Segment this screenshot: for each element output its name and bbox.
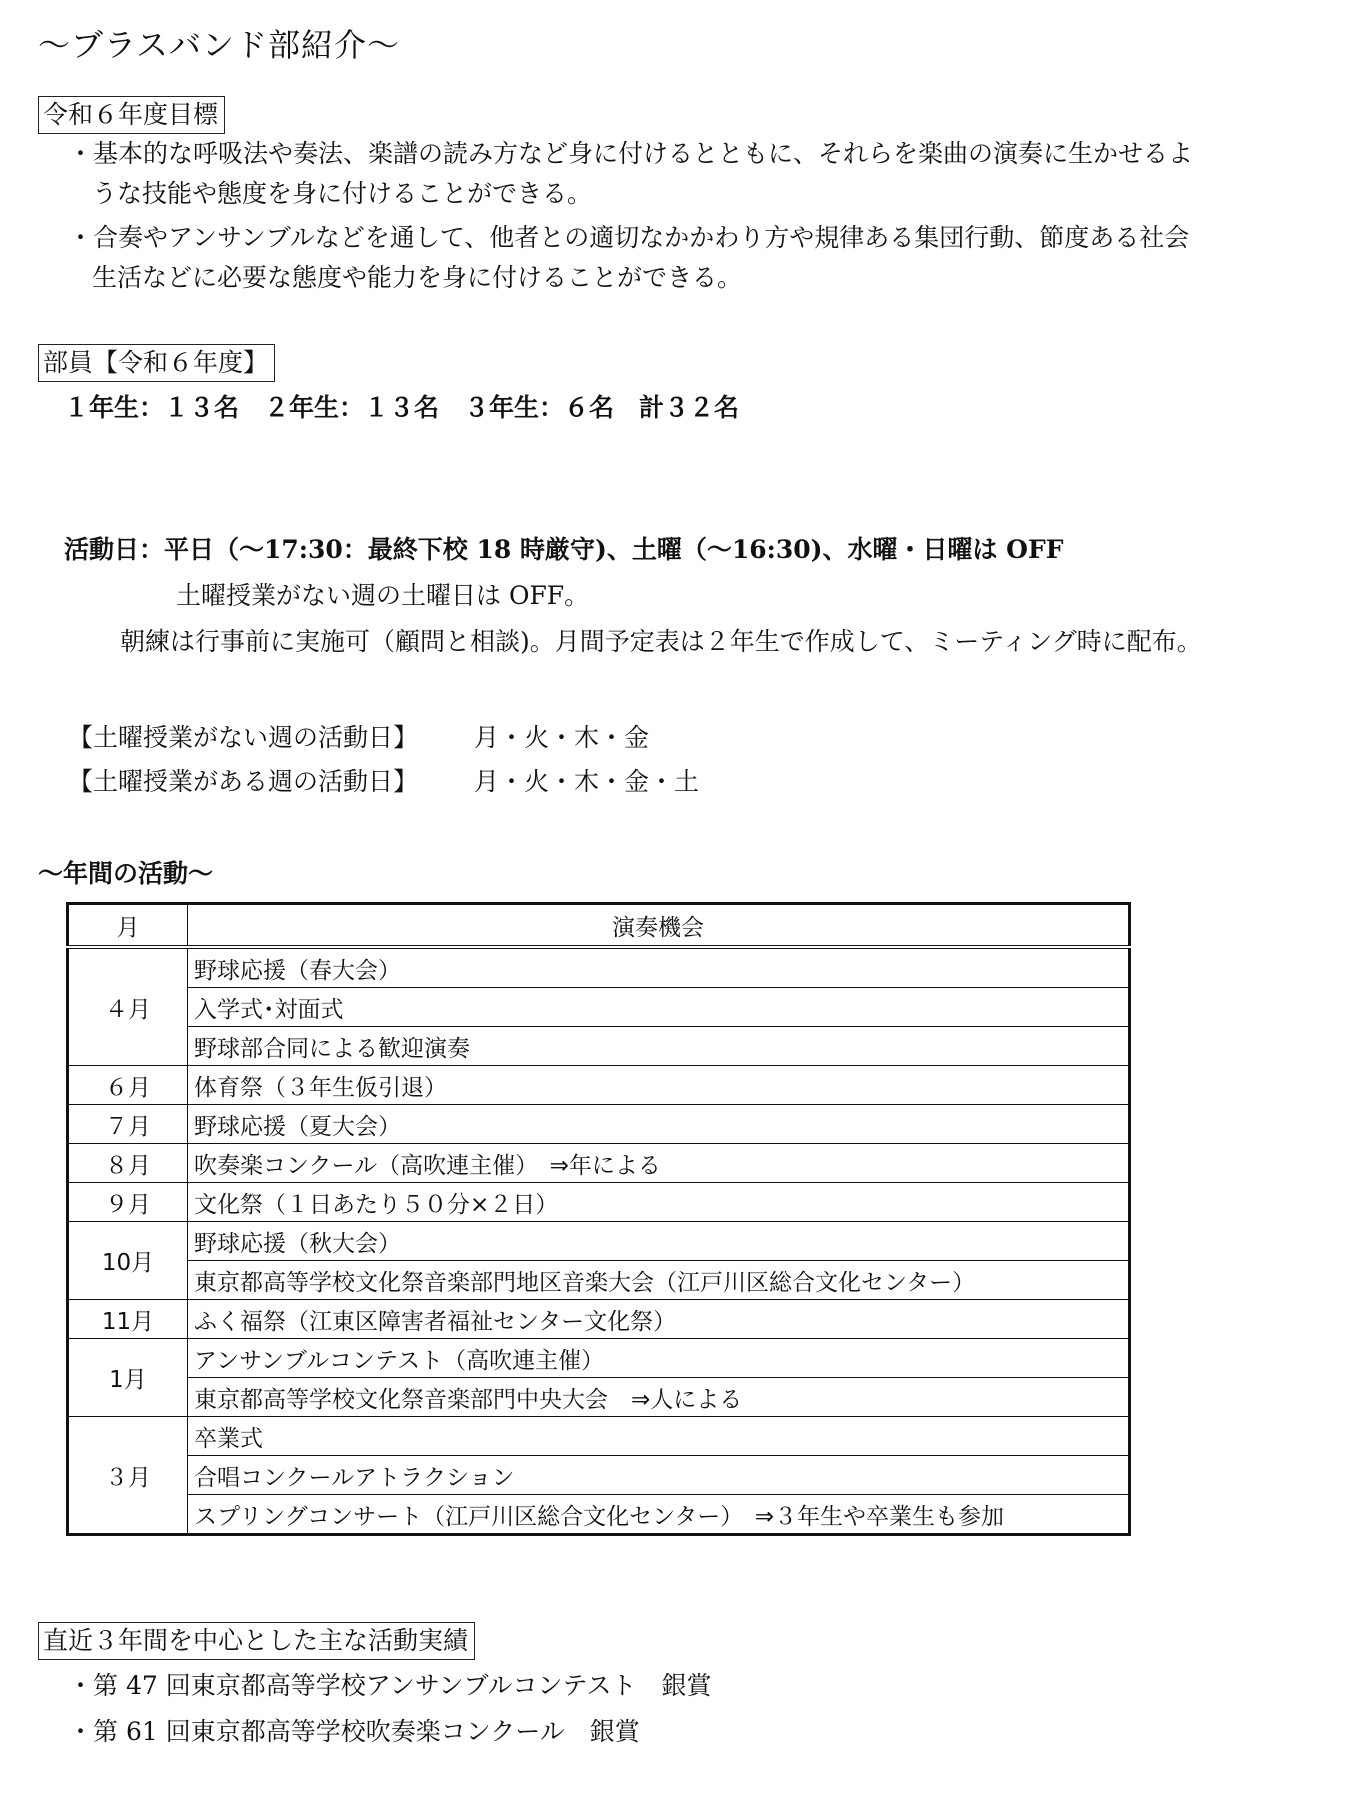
table-row: [68, 1066, 1130, 1105]
table-row: [68, 1339, 1130, 1378]
event-cell: 野球部合同による歓迎演奏: [188, 1027, 1130, 1066]
event-cell: 文化祭（１日あたり５０分×２日）: [188, 1183, 1130, 1222]
table-row: [68, 1183, 1130, 1222]
event-cell: ふく福祭（江東区障害者福祉センター文化祭）: [188, 1300, 1130, 1339]
month-cell: 11月: [68, 1300, 188, 1339]
table-row: [68, 1027, 1130, 1066]
event-cell: 東京都高等学校文化祭音楽部門地区音楽大会（江戸川区総合文化センター）: [188, 1261, 1130, 1300]
month-cell: 10月: [68, 1222, 188, 1300]
activity-morning-practice-note: 朝練は行事前に実施可（顧問と相談)。月間予定表は２年生で作成して、ミーティング時に配布。: [120, 627, 1202, 656]
goals-heading: 令和６年度目標: [38, 96, 225, 134]
table-row: [68, 1417, 1130, 1456]
month-cell: ９月: [68, 1183, 188, 1222]
achievement-item: ・第 61 回東京都高等学校吹奏楽コンクール 銀賞: [68, 1717, 640, 1746]
event-cell: 野球応援（秋大会）: [188, 1222, 1130, 1261]
month-cell: ３月: [68, 1417, 188, 1535]
table-header-row: [68, 904, 1130, 948]
goal-2-line-1: ・合奏やアンサンブルなどを通して、他者との適切なかかわり方や規律ある集団行動、節度ある社会: [68, 223, 1190, 252]
annual-heading: ～年間の活動～: [38, 859, 214, 888]
goal-1-line-1: ・基本的な呼吸法や奏法、楽譜の読み方など身に付けるとともに、それらを楽曲の演奏に生かせるよ: [68, 139, 1194, 168]
table-row: [68, 1300, 1130, 1339]
activity-days-with-saturday: 月・火・木・金・土: [474, 767, 700, 796]
activity-days-no-saturday-label: 【土曜授業がない週の活動日】: [68, 723, 419, 752]
annual-schedule-table: [66, 902, 1131, 1536]
members-count: １年生：１３名 ２年生：１３名 ３年生：６名 計３２名: [64, 393, 740, 422]
month-cell: ６月: [68, 1066, 188, 1105]
table-row: [68, 1495, 1130, 1535]
event-cell: 合唱コンクールアトラクション: [188, 1456, 1130, 1495]
event-cell: 入学式･対面式: [188, 988, 1130, 1027]
table-row: [68, 1378, 1130, 1417]
goal-1-line-2: うな技能や態度を身に付けることができる。: [92, 179, 593, 208]
month-cell: ８月: [68, 1144, 188, 1183]
activity-days-with-saturday-label: 【土曜授業がある週の活動日】: [68, 767, 419, 796]
event-cell: 東京都高等学校文化祭音楽部門中央大会 ⇒人による: [188, 1378, 1130, 1417]
table-row: [68, 1222, 1130, 1261]
table-row: [68, 1144, 1130, 1183]
table-row: [68, 947, 1130, 988]
table-row: [68, 1456, 1130, 1495]
header-month: 月: [68, 904, 188, 948]
page-title: ～ブラスバンド部紹介～: [38, 26, 401, 64]
achievement-item: ・第 47 回東京都高等学校アンサンブルコンテスト 銀賞: [68, 1671, 712, 1700]
activity-days-no-saturday: 月・火・木・金: [474, 723, 650, 752]
month-cell: ７月: [68, 1105, 188, 1144]
table-row: [68, 988, 1130, 1027]
goal-2-line-2: 生活などに必要な態度や能力を身に付けることができる。: [92, 263, 743, 292]
event-cell: 体育祭（３年生仮引退）: [188, 1066, 1130, 1105]
event-cell: スプリングコンサート（江戸川区総合文化センター） ⇒３年生や卒業生も参加: [188, 1495, 1130, 1535]
event-cell: 卒業式: [188, 1417, 1130, 1456]
table-row: [68, 1261, 1130, 1300]
event-cell: アンサンブルコンテスト（高吹連主催）: [188, 1339, 1130, 1378]
event-cell: 吹奏楽コンクール（高吹連主催） ⇒年による: [188, 1144, 1130, 1183]
event-cell: 野球応援（夏大会）: [188, 1105, 1130, 1144]
activity-schedule: 活動日：平日（～17:30：最終下校 18 時厳守)、土曜（～16:30)、水曜・日曜は OFF: [64, 535, 1064, 564]
table-row: [68, 1105, 1130, 1144]
members-heading: 部員【令和６年度】: [38, 344, 275, 382]
achievements-heading: 直近３年間を中心とした主な活動実績: [38, 1622, 475, 1660]
month-cell: 1月: [68, 1339, 188, 1417]
header-event: 演奏機会: [188, 904, 1130, 948]
activity-saturday-off-note: 土曜授業がない週の土曜日は OFF。: [176, 581, 590, 610]
month-cell: ４月: [68, 947, 188, 1066]
event-cell: 野球応援（春大会）: [188, 947, 1130, 988]
